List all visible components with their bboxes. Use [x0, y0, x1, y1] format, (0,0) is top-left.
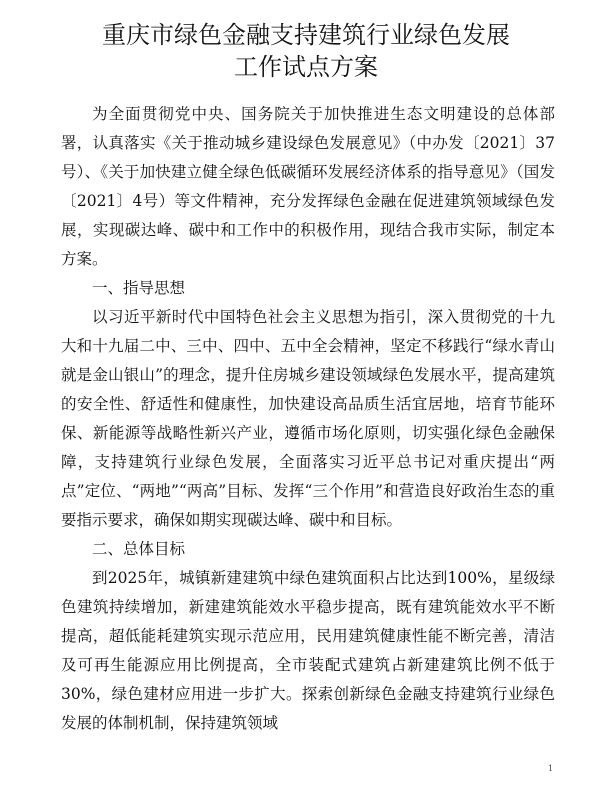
section-heading-overall-goals: 二、总体目标: [92, 540, 186, 558]
document-body: [61, 100, 555, 738]
guiding-ideology-paragraph: 以习近平新时代中国特色社会主义思想为指引，深入贯彻党的十九大和十九届二中、三中、四中、五中全会精神，坚定不移践行“绿水青山就是金山银山”的理念，提升住房城乡建设领域绿色发展水平，提高建筑的安全性、舒适性和健康性，加快建设高品质生活宜居地，培育节能环保、新能源等战略性新兴产业，遵循市场化原则，切实强化绿色金融保障，支持建筑行业绿色发展，全面落实习近平总书记对重庆提出“两点”定位、“两地”“两高”目标、发挥“三个作用”和营造良好政治生态的重要指示要求，确保如期实现碳达峰、碳中和目标。: [61, 308, 555, 529]
document-title-line-2: 工作试点方案: [234, 53, 378, 81]
intro-paragraph: 为全面贯彻党中央、国务院关于加快推进生态文明建设的总体部署，认真落实《关于推动城乡建设绿色发展意见》（中办发〔2021〕37号）、《关于加快建立健全绿色低碳循环发展经济体系的指导意见》（国发〔2021〕4号）等文件精神，充分发挥绿色金融在促进建筑领域绿色发展，实现碳达峰、碳中和工作中的积极作用，现结合我市实际，制定本方案。: [61, 105, 555, 268]
overall-goals-paragraph: 到2025年，城镇新建建筑中绿色建筑面积占比达到100%，星级绿色建筑持续增加，新建建筑能效水平稳步提高，既有建筑能效水平不断提高，超低能耗建筑实现示范应用，民用建筑健康性能不断完善，清洁及可再生能源应用比例提高，全市装配式建筑占新建建筑比例不低于30%，绿色建材应用进一步扩大。探索创新绿色金融支持建筑行业绿色发展的体制机制，保持建筑领域: [61, 569, 555, 732]
document-title-line-1: 重庆市绿色金融支持建筑行业绿色发展: [102, 21, 510, 49]
section-heading-guiding-ideology: 一、指导思想: [92, 279, 186, 297]
page-number: 1: [548, 764, 554, 773]
